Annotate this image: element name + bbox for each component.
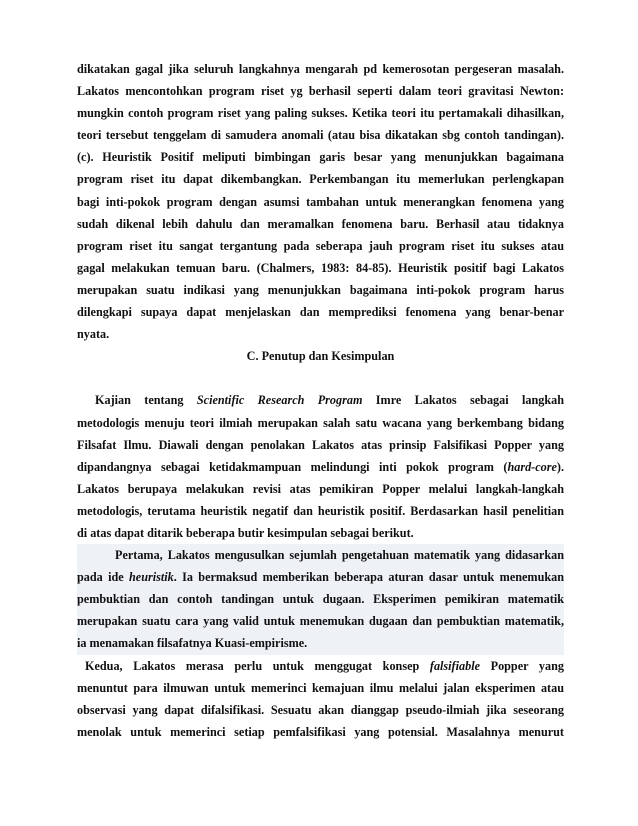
text-line — [77, 655, 564, 677]
italic-term: heuristik — [129, 570, 174, 585]
italic-term: falsifiable — [429, 658, 480, 673]
text-line: menuntut para ilmuwan untuk memerinci kemajuan ilmu melalui jalan eksperimen atau — [77, 680, 564, 695]
text-line: pembuktian dan contoh tandingan untuk dugaan. Eksperimen pemikiran matematik — [77, 592, 564, 607]
document-page — [77, 58, 564, 743]
paragraph-second-conclusion — [77, 655, 564, 743]
text-run: Popper yang — [480, 658, 564, 673]
text-line: gagal melakukan temuan baru. (Chalmers, 1983: 84-85). Heuristik positif bagi Lakatos — [77, 260, 564, 275]
text-line: sudah dikenal lebih dahulu dan meramalkan fenomena baru. Berhasil atau tidaknya — [77, 216, 564, 231]
text-run: dipandangnya sebagai ketidakmampuan melindungi inti pokok program ( — [77, 459, 508, 474]
text-line: merupakan suatu indikasi yang menunjukkan bagaimana inti-pokok program harus — [77, 282, 564, 297]
paragraph-first-conclusion — [77, 544, 564, 654]
text-line: dilengkapi supaya dapat menjelaskan dan memprediksi fenomena yang benar-benar — [77, 305, 564, 320]
text-line: metodologis, terutama heuristik negatif dan heuristik positif. Berdasarkan hasil penelitian — [77, 503, 564, 518]
text-line: metodologis menuju teori ilmiah merupakan salah satu wacana yang berkembang bidang — [77, 415, 564, 430]
text-line — [77, 456, 564, 478]
text-run: Kedua, Lakatos merasa perlu untuk menggugat konsep — [85, 658, 430, 673]
text-line: Lakatos mencontohkan program riset yg berhasil seperti dalam teori gravitasi Newton: — [77, 84, 564, 99]
text-line: dikatakan gagal jika seluruh langkahnya mengarah pd kemerosotan pergeseran masalah. — [77, 62, 564, 76]
paragraph-study-summary — [77, 389, 564, 544]
text-run: pada ide — [77, 570, 130, 585]
text-line: teori tersebut tenggelam di samudera anomali (atau bisa dikatakan sbg contoh tandingan). — [77, 128, 564, 143]
text-line: program riset itu dapat dikembangkan. Perkembangan itu memerlukan perlengkapan — [77, 172, 564, 187]
blank-line — [77, 367, 564, 389]
text-line: menolak untuk memerinci setiap pemfalsifikasi yang potensial. Masalahnya menurut — [77, 724, 564, 739]
section-heading: C. Penutup dan Kesimpulan — [246, 349, 395, 364]
text-line: (c). Heuristik Positif meliputi bimbingan garis besar yang menunjukkan bagaimana — [77, 150, 564, 165]
text-line: merupakan suatu cara yang valid untuk menemukan dugaan dan pembuktian matematik, — [77, 614, 564, 629]
text-line: ia menamakan filsafatnya Kuasi-empirisme. — [77, 636, 308, 651]
text-run: . Ia bermaksud memberikan beberapa aturan dasar untuk menemukan — [173, 570, 564, 585]
text-line: observasi yang dapat difalsifikasi. Sesuatu akan dianggap pseudo-ilmiah jika seseorang — [77, 702, 564, 717]
text-line — [77, 389, 564, 411]
paragraph-heuristic-positive — [77, 58, 564, 345]
text-line: nyata. — [77, 327, 110, 342]
text-line: Pertama, Lakatos mengusulkan sejumlah pengetahuan matematik yang didasarkan — [115, 548, 564, 563]
text-run: Kajian tentang — [95, 393, 197, 408]
text-line: mungkin contoh program riset yang paling sukses. Ketika teori itu pertamakali dihasilkan, — [77, 106, 564, 121]
italic-term: hard-core — [507, 459, 557, 474]
text-line: Lakatos berupaya melakukan revisi atas pemikiran Popper melalui langkah-langkah — [77, 481, 564, 496]
text-line: bagi inti-pokok program dengan asumsi tambahan untuk menerangkan fenomena yang — [77, 194, 564, 209]
text-line: di atas dapat ditarik beberapa butir kesimpulan sebagai berikut. — [77, 525, 414, 540]
text-run: Imre Lakatos sebagai langkah — [362, 393, 564, 408]
italic-term: Scientific Research Program — [196, 393, 363, 408]
text-line: Filsafat Ilmu. Diawali dengan penolakan Lakatos atas prinsip Falsifikasi Popper yang — [77, 437, 564, 452]
text-run: ). — [556, 459, 564, 474]
text-line — [77, 566, 564, 588]
text-line: program riset itu sangat tergantung pada seberapa jauh program riset itu sukses atau — [77, 238, 564, 253]
